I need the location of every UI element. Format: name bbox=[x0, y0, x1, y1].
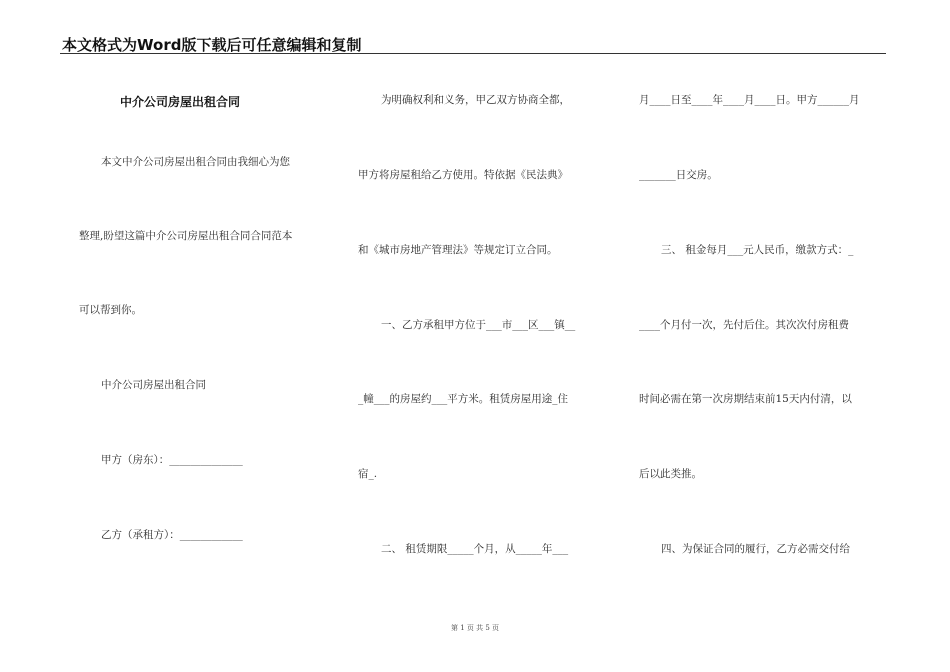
paragraph-line: 为明确权利和义务，甲乙双方协商全都， bbox=[381, 94, 570, 106]
paragraph-line: 四、为保证合同的履行，乙方必需交付给 bbox=[661, 543, 850, 555]
paragraph-line: 宿_. bbox=[358, 468, 378, 480]
paragraph-line: 月____日至____年____月____日。甲方______月 bbox=[639, 94, 860, 106]
paragraph-line: 中介公司房屋出租合同 bbox=[101, 379, 206, 391]
paragraph-line: 本文中介公司房屋出租合同由我细心为您 bbox=[101, 156, 290, 168]
paragraph-line: 整理,盼望这篇中介公司房屋出租合同合同范本 bbox=[79, 230, 293, 242]
paragraph-line: 一、乙方承租甲方位于___市___区___镇__ bbox=[381, 319, 576, 331]
party-a-line: 甲方（房东）：______________ bbox=[101, 454, 243, 466]
page-footer: 第 1 页 共 5 页 bbox=[450, 624, 500, 632]
paragraph-line: 甲方将房屋租给乙方使用。特依据《民法典》 bbox=[358, 169, 568, 181]
header-divider bbox=[60, 53, 886, 54]
paragraph-line: 后以此类推。 bbox=[639, 468, 702, 480]
paragraph-line: 三、 租金每月___元人民币，缴款方式：_ bbox=[661, 244, 854, 256]
document-title: 中介公司房屋出租合同 bbox=[120, 95, 241, 109]
paragraph-line: 二、 租赁期限_____个月，从_____年___ bbox=[381, 543, 569, 555]
page-header: 本文格式为Word版下载后可任意编辑和复制 bbox=[62, 36, 362, 54]
paragraph-line: 可以帮到你。 bbox=[79, 304, 142, 316]
paragraph-line: 和《城市房地产管理法》等规定订立合同。 bbox=[358, 244, 558, 256]
paragraph-line: ____个月付一次，先付后住。其次次付房租费 bbox=[639, 319, 849, 331]
paragraph-line: _______日交房。 bbox=[639, 169, 718, 181]
party-b-line: 乙方（承租方）：____________ bbox=[101, 529, 243, 541]
paragraph-line: 时间必需在第一次房期结束前15天内付清，以 bbox=[639, 393, 852, 405]
paragraph-line: _幢___的房屋约___平方米。租赁房屋用途_住 bbox=[358, 393, 568, 405]
